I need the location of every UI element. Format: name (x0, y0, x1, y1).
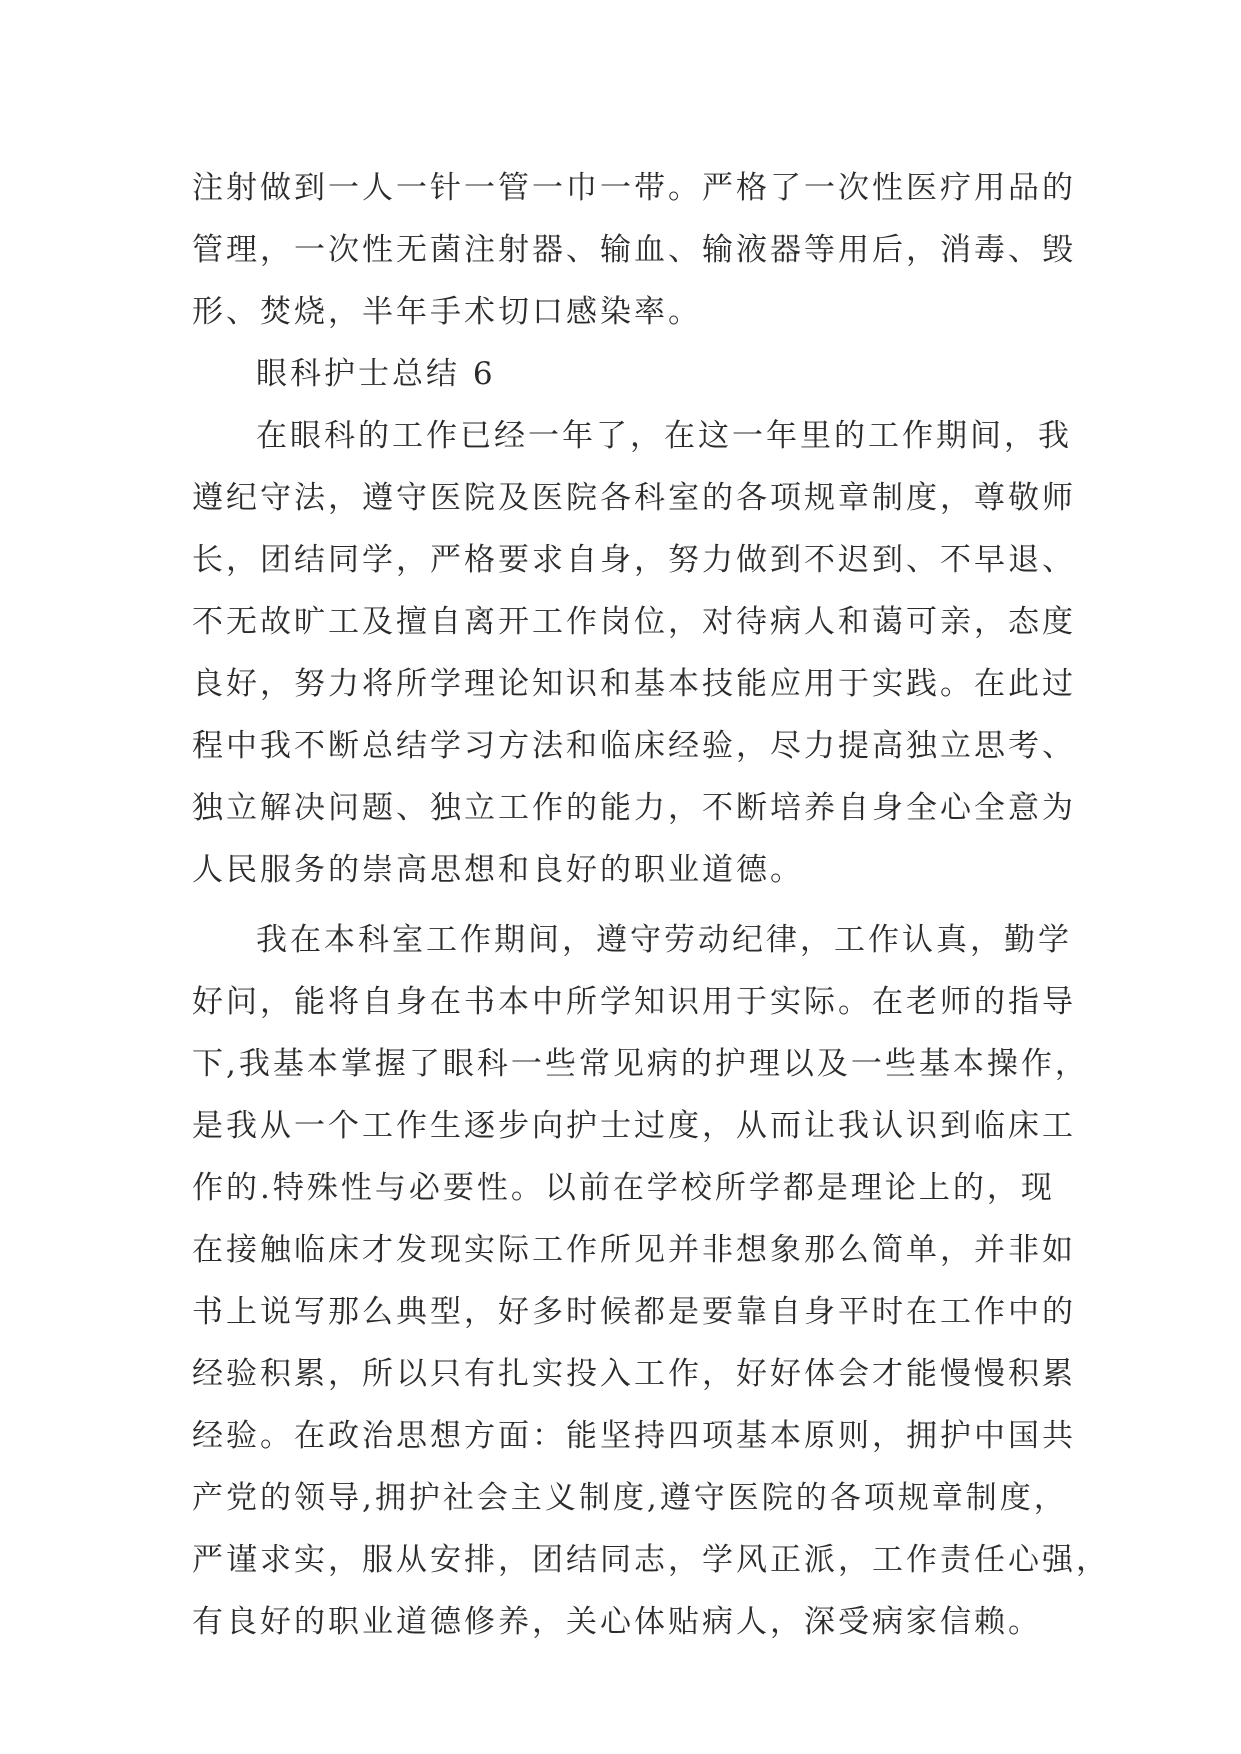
section-heading: 眼科护士总结 6 (256, 356, 496, 392)
paragraph (192, 909, 1110, 1653)
text-line: 注射做到一人一针一管一巾一带。严格了一次性医疗用品的 (192, 170, 1076, 206)
text-line: 严谨求实，服从安排，团结同志，学风正派，工作责任心强， (192, 1542, 1110, 1578)
paragraph-continuation (192, 157, 1076, 343)
text-line: 良好，努力将所学理论知识和基本技能应用于实践。在此过 (192, 666, 1076, 702)
text-line: 在眼科的工作已经一年了，在这一年里的工作期间，我 (256, 418, 1072, 454)
document-body (192, 157, 1110, 1653)
text-line: 是我从一个工作生逐步向护士过度，从而让我认识到临床工 (192, 1108, 1076, 1144)
text-line: 下,我基本掌握了眼科一些常见病的护理以及一些基本操作， (192, 1046, 1089, 1082)
text-line: 经验积累，所以只有扎实投入工作，好好体会才能慢慢积累 (192, 1356, 1076, 1392)
text-line: 独立解决问题、独立工作的能力，不断培养自身全心全意为 (192, 790, 1076, 826)
text-line: 有良好的职业道德修养，关心体贴病人，深受病家信赖。 (192, 1604, 1042, 1640)
text-line: 经验。在政治思想方面：能坚持四项基本原则，拥护中国共 (192, 1418, 1076, 1454)
text-line: 管理，一次性无菌注射器、输血、输液器等用后，消毒、毁 (192, 232, 1076, 268)
text-line: 人民服务的崇高思想和良好的职业道德。 (192, 852, 804, 888)
text-line: 长，团结同学，严格要求自身，努力做到不迟到、不早退、 (192, 542, 1076, 578)
paragraph (192, 405, 1076, 901)
text-line: 作的.特殊性与必要性。以前在学校所学都是理论上的，现 (192, 1170, 1055, 1206)
text-line: 产党的领导,拥护社会主义制度,遵守医院的各项规章制度， (192, 1480, 1068, 1516)
text-line: 程中我不断总结学习方法和临床经验，尽力提高独立思考、 (192, 728, 1076, 764)
text-line: 我在本科室工作期间，遵守劳动纪律，工作认真，勤学 (256, 922, 1072, 958)
text-line: 在接触临床才发现实际工作所见并非想象那么简单，并非如 (192, 1232, 1076, 1268)
text-line: 形、焚烧，半年手术切口感染率。 (192, 294, 702, 330)
text-line: 不无故旷工及擅自离开工作岗位，对待病人和蔼可亲，态度 (192, 604, 1076, 640)
text-line: 好问，能将自身在书本中所学知识用于实际。在老师的指导 (192, 984, 1076, 1020)
text-line: 遵纪守法，遵守医院及医院各科室的各项规章制度，尊敬师 (192, 480, 1076, 516)
text-line: 书上说写那么典型，好多时候都是要靠自身平时在工作中的 (192, 1294, 1076, 1330)
